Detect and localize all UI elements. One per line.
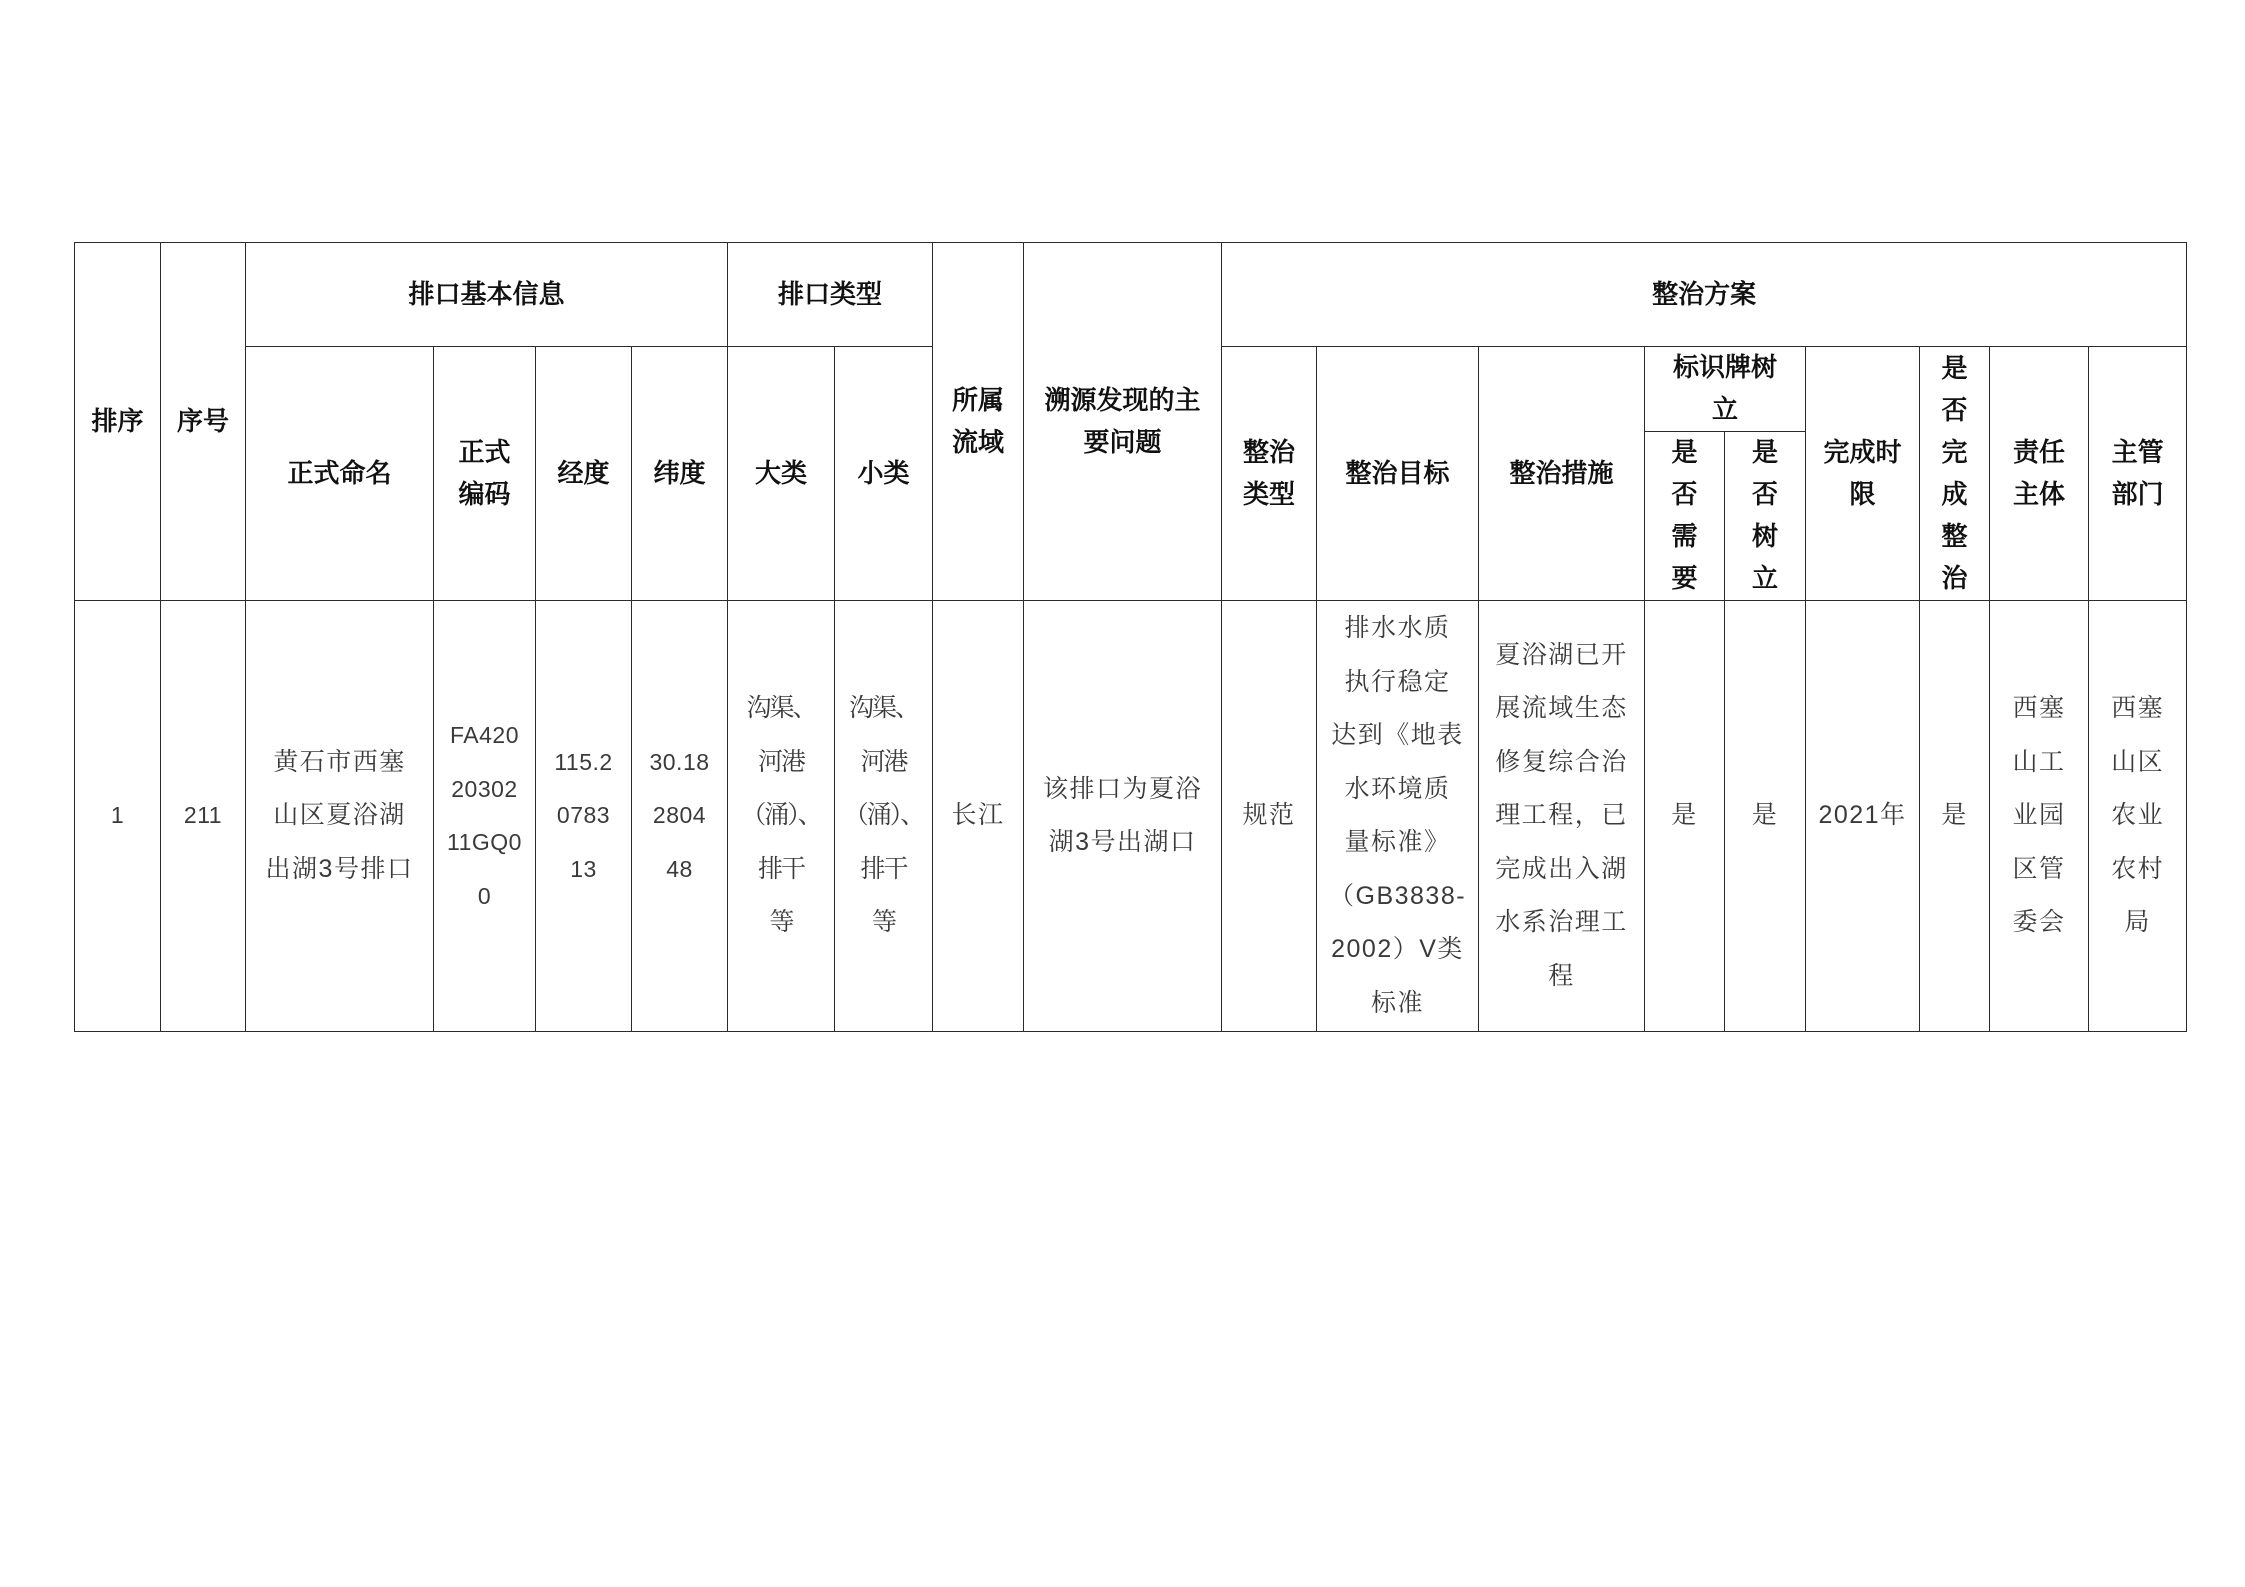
header-row-group <box>75 243 2187 347</box>
cell-longitude: 115.2 0783 13 <box>536 601 632 1032</box>
cell-deadline: 2021年 <box>1806 601 1920 1032</box>
header-major-category: 大类 <box>728 347 835 601</box>
cell-remediation-type: 规范 <box>1222 601 1317 1032</box>
header-minor-category: 小类 <box>835 347 933 601</box>
header-responsible-party: 责任 主体 <box>1990 347 2089 601</box>
header-remediation-type: 整治 类型 <box>1222 347 1317 601</box>
outlet-remediation-table <box>74 242 2187 1032</box>
header-remediation-measures: 整治措施 <box>1479 347 1645 601</box>
header-outlet-type: 排口类型 <box>728 243 933 347</box>
table-row <box>75 601 2187 1032</box>
header-serial: 序号 <box>161 243 246 601</box>
cell-remediation-measures: 夏浴湖已开 展流域生态 修复综合治 理工程，已 完成出入湖 水系治理工 程 <box>1479 601 1645 1032</box>
cell-serial: 211 <box>161 601 246 1032</box>
header-outlet-basic-info: 排口基本信息 <box>246 243 728 347</box>
header-signboard: 标识牌树 立 <box>1645 347 1806 432</box>
header-official-name: 正式命名 <box>246 347 434 601</box>
header-official-code: 正式 编码 <box>434 347 536 601</box>
cell-official-name: 黄石市西塞 山区夏浴湖 出湖3号排口 <box>246 601 434 1032</box>
header-remediation-target: 整治目标 <box>1317 347 1479 601</box>
header-competent-department: 主管 部门 <box>2089 347 2187 601</box>
cell-competent-department: 西塞 山区 农业 农村 局 <box>2089 601 2187 1032</box>
header-deadline: 完成时 限 <box>1806 347 1920 601</box>
cell-remediation-target: 排水水质 执行稳定 达到《地表 水环境质 量标准》 （GB3838- 2002）V类 标准 <box>1317 601 1479 1032</box>
header-completed: 是 否 完 成 整 治 <box>1920 347 1990 601</box>
table-body <box>75 601 2187 1032</box>
cell-minor-category: 沟渠、 河港 （涌）、 排干 等 <box>835 601 933 1032</box>
cell-main-problem: 该排口为夏浴 湖3号出湖口 <box>1024 601 1222 1032</box>
header-main-problem: 溯源发现的主 要问题 <box>1024 243 1222 601</box>
header-longitude: 经度 <box>536 347 632 601</box>
header-signboard-needed: 是 否 需 要 <box>1645 432 1725 601</box>
cell-signboard-needed: 是 <box>1645 601 1725 1032</box>
header-rank: 排序 <box>75 243 161 601</box>
cell-responsible-party: 西塞 山工 业园 区管 委会 <box>1990 601 2089 1032</box>
cell-basin: 长江 <box>933 601 1024 1032</box>
cell-rank: 1 <box>75 601 161 1032</box>
header-remediation-plan: 整治方案 <box>1222 243 2187 347</box>
cell-signboard-erected: 是 <box>1725 601 1806 1032</box>
cell-completed: 是 <box>1920 601 1990 1032</box>
header-signboard-erected: 是 否 树 立 <box>1725 432 1806 601</box>
header-latitude: 纬度 <box>632 347 728 601</box>
table-header <box>75 243 2187 601</box>
cell-major-category: 沟渠、 河港 （涌）、 排干 等 <box>728 601 835 1032</box>
header-basin: 所属 流域 <box>933 243 1024 601</box>
cell-latitude: 30.18 2804 48 <box>632 601 728 1032</box>
cell-official-code: FA420 20302 11GQ0 0 <box>434 601 536 1032</box>
